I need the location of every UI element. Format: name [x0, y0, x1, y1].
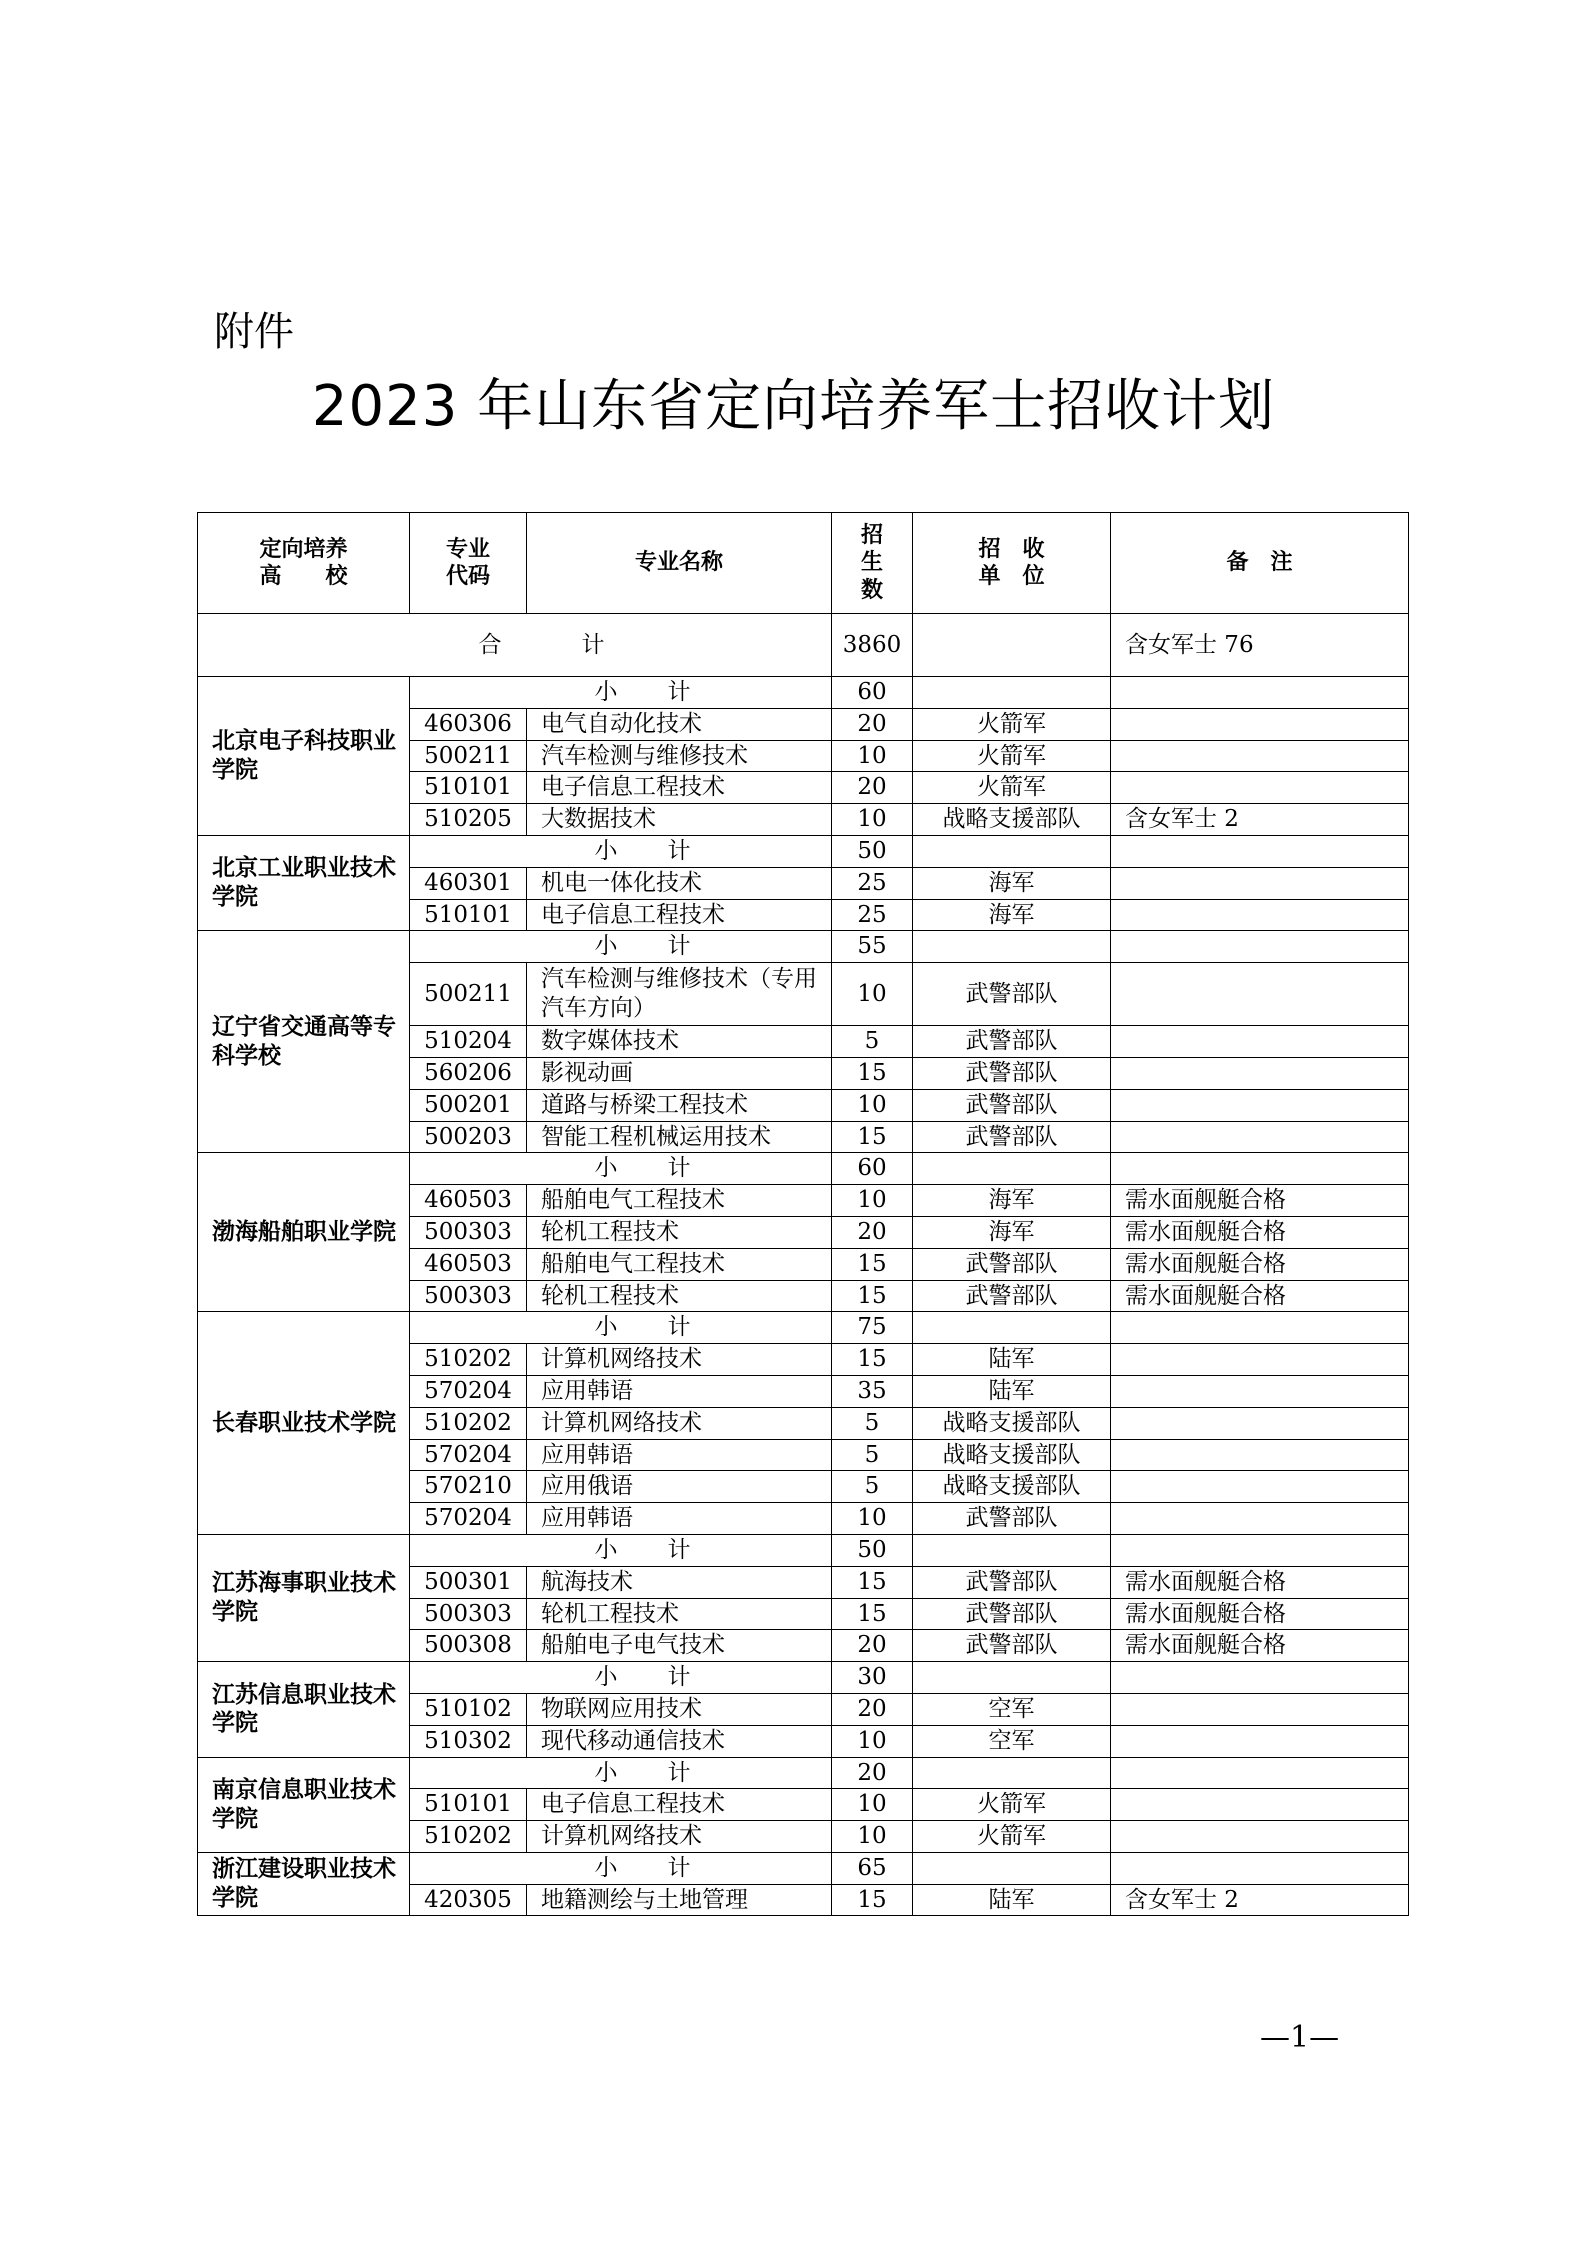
enrollment-count: 10: [832, 740, 913, 772]
remark: [1111, 1121, 1409, 1153]
recruiting-unit: 战略支援部队: [913, 804, 1111, 836]
recruiting-unit: 武警部队: [913, 1280, 1111, 1312]
remark: [1111, 708, 1409, 740]
recruiting-unit: 武警部队: [913, 1598, 1111, 1630]
recruiting-unit: 火箭军: [913, 740, 1111, 772]
major-code: 500201: [410, 1089, 527, 1121]
major-name: 轮机工程技术: [527, 1598, 832, 1630]
enrollment-count: 15: [832, 1344, 913, 1376]
enrollment-count: 20: [832, 1216, 913, 1248]
major-code: 420305: [410, 1884, 527, 1916]
enrollment-count: 15: [832, 1248, 913, 1280]
enrollment-count: 5: [832, 1026, 913, 1058]
subtotal-label: 小计: [410, 1534, 832, 1566]
enrollment-count: 25: [832, 867, 913, 899]
major-name: 汽车检测与维修技术（专用汽车方向）: [527, 963, 832, 1026]
enrollment-count: 10: [832, 963, 913, 1026]
enrollment-count: 10: [832, 1503, 913, 1535]
remark: [1111, 1789, 1409, 1821]
major-name: 道路与桥梁工程技术: [527, 1089, 832, 1121]
recruiting-unit: 武警部队: [913, 963, 1111, 1026]
major-code: 500211: [410, 963, 527, 1026]
subtotal-unit: [913, 1662, 1111, 1694]
subtotal-unit: [913, 677, 1111, 709]
major-code: 510101: [410, 1789, 527, 1821]
subtotal-row: [198, 677, 1409, 709]
total-count: 3860: [832, 614, 913, 677]
subtotal-row: [198, 835, 1409, 867]
remark: 需水面舰艇合格: [1111, 1280, 1409, 1312]
major-name: 物联网应用技术: [527, 1693, 832, 1725]
subtotal-row: [198, 1153, 1409, 1185]
remark: [1111, 740, 1409, 772]
major-code: 460503: [410, 1185, 527, 1217]
recruiting-unit: 武警部队: [913, 1630, 1111, 1662]
major-name: 计算机网络技术: [527, 1821, 832, 1853]
subtotal-unit: [913, 1534, 1111, 1566]
major-code: 510102: [410, 1693, 527, 1725]
total-unit: [913, 614, 1111, 677]
total-label: 合计: [198, 614, 832, 677]
header-note: 备 注: [1111, 513, 1409, 614]
subtotal-note: [1111, 1662, 1409, 1694]
enrollment-count: 10: [832, 1789, 913, 1821]
major-name: 现代移动通信技术: [527, 1725, 832, 1757]
subtotal-label: 小计: [410, 931, 832, 963]
recruiting-unit: 陆军: [913, 1375, 1111, 1407]
enrollment-count: 5: [832, 1439, 913, 1471]
recruiting-unit: 海军: [913, 1185, 1111, 1217]
enrollment-count: 15: [832, 1057, 913, 1089]
remark: [1111, 899, 1409, 931]
recruiting-unit: 海军: [913, 1216, 1111, 1248]
recruiting-unit: 武警部队: [913, 1057, 1111, 1089]
subtotal-row: [198, 931, 1409, 963]
subtotal-label: 小计: [410, 835, 832, 867]
enrollment-plan-table: [197, 512, 1409, 1916]
major-name: 大数据技术: [527, 804, 832, 836]
header-school: 定向培养 高 校: [198, 513, 410, 614]
subtotal-note: [1111, 931, 1409, 963]
subtotal-count: 50: [832, 1534, 913, 1566]
major-code: 500301: [410, 1566, 527, 1598]
subtotal-row: [198, 1662, 1409, 1694]
remark: [1111, 1026, 1409, 1058]
subtotal-label: 小计: [410, 677, 832, 709]
recruiting-unit: 战略支援部队: [913, 1439, 1111, 1471]
enrollment-count: 15: [832, 1598, 913, 1630]
page-number: —1—: [1260, 2020, 1340, 2055]
enrollment-count: 10: [832, 1821, 913, 1853]
recruiting-unit: 武警部队: [913, 1503, 1111, 1535]
enrollment-count: 35: [832, 1375, 913, 1407]
subtotal-label: 小计: [410, 1312, 832, 1344]
major-code: 510101: [410, 899, 527, 931]
subtotal-count: 20: [832, 1757, 913, 1789]
major-name: 应用韩语: [527, 1439, 832, 1471]
remark: 含女军士 2: [1111, 1884, 1409, 1916]
major-code: 460301: [410, 867, 527, 899]
subtotal-count: 60: [832, 677, 913, 709]
remark: [1111, 1821, 1409, 1853]
recruiting-unit: 武警部队: [913, 1089, 1111, 1121]
subtotal-count: 30: [832, 1662, 913, 1694]
major-code: 510202: [410, 1407, 527, 1439]
subtotal-row: [198, 1534, 1409, 1566]
table-body: [198, 614, 1409, 1916]
enrollment-count: 20: [832, 772, 913, 804]
subtotal-unit: [913, 931, 1111, 963]
remark: 需水面舰艇合格: [1111, 1566, 1409, 1598]
header-unit: 招 收 单 位: [913, 513, 1111, 614]
remark: [1111, 963, 1409, 1026]
remark: [1111, 1344, 1409, 1376]
major-code: 500303: [410, 1216, 527, 1248]
major-code: 510202: [410, 1344, 527, 1376]
subtotal-count: 75: [832, 1312, 913, 1344]
major-name: 应用韩语: [527, 1503, 832, 1535]
enrollment-count: 10: [832, 1089, 913, 1121]
subtotal-unit: [913, 1153, 1111, 1185]
remark: 需水面舰艇合格: [1111, 1185, 1409, 1217]
recruiting-unit: 武警部队: [913, 1248, 1111, 1280]
remark: [1111, 1503, 1409, 1535]
enrollment-count: 25: [832, 899, 913, 931]
enrollment-count: 20: [832, 1630, 913, 1662]
enrollment-count: 20: [832, 708, 913, 740]
school-name: 浙江建设职业技术学院: [198, 1852, 410, 1916]
major-name: 机电一体化技术: [527, 867, 832, 899]
major-name: 应用俄语: [527, 1471, 832, 1503]
remark: [1111, 1471, 1409, 1503]
enrollment-count: 10: [832, 1725, 913, 1757]
enrollment-count: 10: [832, 1185, 913, 1217]
major-name: 影视动画: [527, 1057, 832, 1089]
major-code: 570204: [410, 1375, 527, 1407]
remark: [1111, 772, 1409, 804]
enrollment-count: 15: [832, 1121, 913, 1153]
header-count: 招 生 数: [832, 513, 913, 614]
major-code: 560206: [410, 1057, 527, 1089]
recruiting-unit: 武警部队: [913, 1121, 1111, 1153]
subtotal-unit: [913, 1312, 1111, 1344]
subtotal-note: [1111, 1757, 1409, 1789]
major-name: 船舶电子电气技术: [527, 1630, 832, 1662]
major-name: 应用韩语: [527, 1375, 832, 1407]
subtotal-count: 65: [832, 1852, 913, 1884]
enrollment-count: 5: [832, 1471, 913, 1503]
major-code: 570210: [410, 1471, 527, 1503]
subtotal-label: 小计: [410, 1662, 832, 1694]
major-name: 汽车检测与维修技术: [527, 740, 832, 772]
enrollment-count: 5: [832, 1407, 913, 1439]
recruiting-unit: 空军: [913, 1693, 1111, 1725]
subtotal-note: [1111, 1534, 1409, 1566]
major-name: 电子信息工程技术: [527, 1789, 832, 1821]
enrollment-count: 20: [832, 1693, 913, 1725]
total-row: [198, 614, 1409, 677]
major-name: 电子信息工程技术: [527, 899, 832, 931]
subtotal-count: 60: [832, 1153, 913, 1185]
major-code: 500211: [410, 740, 527, 772]
school-name: 江苏信息职业技术学院: [198, 1662, 410, 1757]
subtotal-note: [1111, 1153, 1409, 1185]
subtotal-row: [198, 1757, 1409, 1789]
major-code: 510302: [410, 1725, 527, 1757]
recruiting-unit: 陆军: [913, 1884, 1111, 1916]
remark: 含女军士 2: [1111, 804, 1409, 836]
major-name: 电子信息工程技术: [527, 772, 832, 804]
major-code: 570204: [410, 1439, 527, 1471]
subtotal-count: 55: [832, 931, 913, 963]
header-row: [198, 513, 1409, 614]
subtotal-count: 50: [832, 835, 913, 867]
major-name: 轮机工程技术: [527, 1216, 832, 1248]
major-code: 510205: [410, 804, 527, 836]
recruiting-unit: 海军: [913, 867, 1111, 899]
subtotal-note: [1111, 1852, 1409, 1884]
major-name: 船舶电气工程技术: [527, 1185, 832, 1217]
school-name: 辽宁省交通高等专科学校: [198, 931, 410, 1153]
recruiting-unit: 火箭军: [913, 708, 1111, 740]
total-note: 含女军士 76: [1111, 614, 1409, 677]
remark: [1111, 867, 1409, 899]
remark: [1111, 1439, 1409, 1471]
remark: [1111, 1725, 1409, 1757]
recruiting-unit: 武警部队: [913, 1026, 1111, 1058]
major-name: 数字媒体技术: [527, 1026, 832, 1058]
recruiting-unit: 陆军: [913, 1344, 1111, 1376]
major-code: 510101: [410, 772, 527, 804]
recruiting-unit: 火箭军: [913, 1789, 1111, 1821]
remark: [1111, 1693, 1409, 1725]
attachment-label: 附件: [214, 309, 294, 355]
recruiting-unit: 海军: [913, 899, 1111, 931]
school-name: 渤海船舶职业学院: [198, 1153, 410, 1312]
subtotal-unit: [913, 1757, 1111, 1789]
subtotal-unit: [913, 835, 1111, 867]
school-name: 长春职业技术学院: [198, 1312, 410, 1535]
subtotal-note: [1111, 677, 1409, 709]
recruiting-unit: 火箭军: [913, 772, 1111, 804]
major-name: 船舶电气工程技术: [527, 1248, 832, 1280]
subtotal-note: [1111, 835, 1409, 867]
major-code: 500303: [410, 1280, 527, 1312]
header-major: 专业名称: [527, 513, 832, 614]
school-name: 南京信息职业技术学院: [198, 1757, 410, 1852]
enrollment-count: 15: [832, 1280, 913, 1312]
subtotal-note: [1111, 1312, 1409, 1344]
remark: 需水面舰艇合格: [1111, 1216, 1409, 1248]
major-code: 460503: [410, 1248, 527, 1280]
school-name: 北京电子科技职业学院: [198, 677, 410, 836]
major-name: 智能工程机械运用技术: [527, 1121, 832, 1153]
major-code: 570204: [410, 1503, 527, 1535]
school-name: 江苏海事职业技术学院: [198, 1534, 410, 1661]
major-code: 460306: [410, 708, 527, 740]
subtotal-unit: [913, 1852, 1111, 1884]
enrollment-count: 10: [832, 804, 913, 836]
recruiting-unit: 战略支援部队: [913, 1471, 1111, 1503]
major-name: 轮机工程技术: [527, 1280, 832, 1312]
remark: 需水面舰艇合格: [1111, 1598, 1409, 1630]
enrollment-count: 15: [832, 1884, 913, 1916]
major-code: 510204: [410, 1026, 527, 1058]
enrollment-count: 15: [832, 1566, 913, 1598]
major-name: 计算机网络技术: [527, 1407, 832, 1439]
subtotal-row: [198, 1312, 1409, 1344]
major-name: 航海技术: [527, 1566, 832, 1598]
major-code: 500203: [410, 1121, 527, 1153]
header-code: 专业 代码: [410, 513, 527, 614]
major-name: 电气自动化技术: [527, 708, 832, 740]
subtotal-label: 小计: [410, 1852, 832, 1884]
remark: [1111, 1407, 1409, 1439]
recruiting-unit: 战略支援部队: [913, 1407, 1111, 1439]
subtotal-row: [198, 1852, 1409, 1884]
remark: 需水面舰艇合格: [1111, 1630, 1409, 1662]
major-code: 510202: [410, 1821, 527, 1853]
remark: [1111, 1089, 1409, 1121]
major-code: 500308: [410, 1630, 527, 1662]
page-title: 2023 年山东省定向培养军士招收计划: [311, 374, 1276, 439]
major-name: 地籍测绘与土地管理: [527, 1884, 832, 1916]
recruiting-unit: 空军: [913, 1725, 1111, 1757]
major-code: 500303: [410, 1598, 527, 1630]
school-name: 北京工业职业技术学院: [198, 835, 410, 930]
recruiting-unit: 武警部队: [913, 1566, 1111, 1598]
remark: 需水面舰艇合格: [1111, 1248, 1409, 1280]
remark: [1111, 1057, 1409, 1089]
remark: [1111, 1375, 1409, 1407]
subtotal-label: 小计: [410, 1153, 832, 1185]
major-name: 计算机网络技术: [527, 1344, 832, 1376]
recruiting-unit: 火箭军: [913, 1821, 1111, 1853]
subtotal-label: 小计: [410, 1757, 832, 1789]
